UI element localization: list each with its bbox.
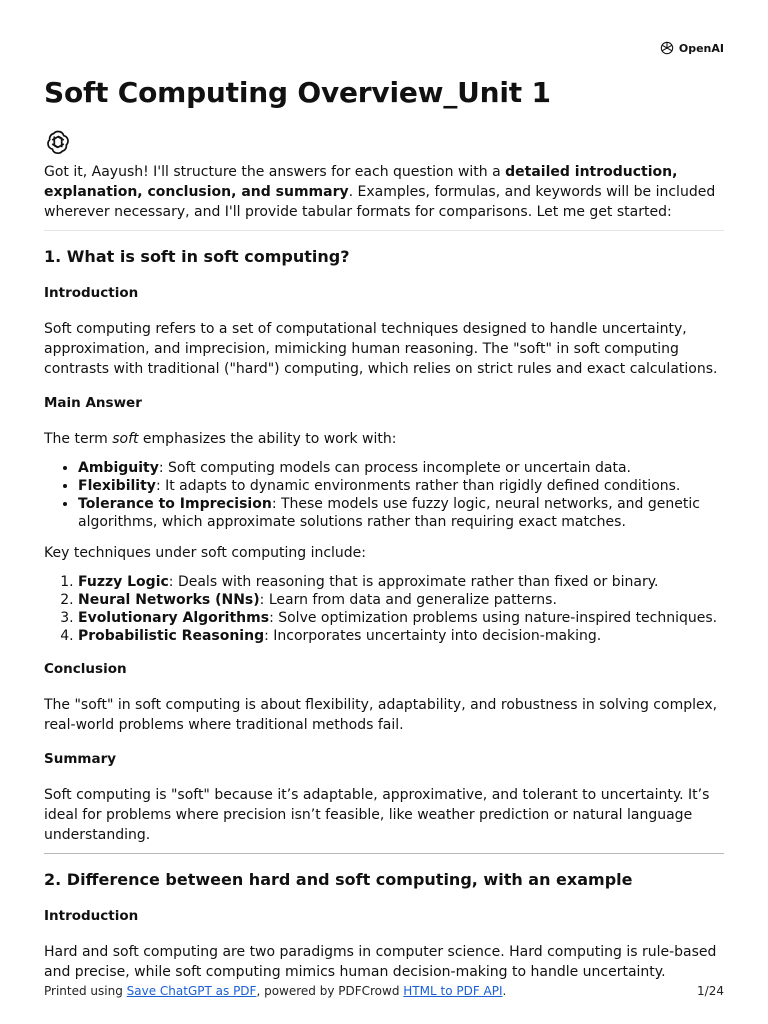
openai-logo-icon	[659, 40, 675, 56]
list-item: 4. Probabilistic Reasoning: Incorporates uncertainty into decision-making.	[78, 627, 724, 645]
list-item: • Flexibility: It adapts to dynamic environments rather than rigidly defined conditions.	[78, 477, 724, 495]
section2-intro-text: Hard and soft computing are two paradigms in computer science. Hard computing is rule-based and precise, while soft computing mimics human decision-making to handle uncertainty.	[44, 944, 717, 980]
section-heading-2: 2. Difference between hard and soft computing, with an example	[44, 870, 633, 889]
html-to-pdf-api-link[interactable]: HTML to PDF API	[403, 984, 503, 998]
subheading-conclusion: Conclusion	[44, 661, 127, 677]
document-body	[44, 162, 724, 982]
brand-logo	[659, 40, 724, 56]
summary-text: Soft computing is "soft" because it’s adaptable, approximative, and tolerant to uncertainty. It’s ideal for problems where precision isn’t feasible, like weather prediction or natural language understanding.	[44, 787, 710, 843]
section1-intro-text: Soft computing refers to a set of computational techniques designed to handle uncertainty, approximation, and imprecision, mimicking human reasoning. The "soft" in soft computing contrasts with traditional ("hard") computing, which relies on strict rules and exact calculations.	[44, 321, 718, 377]
main-answer-lead: The term soft emphasizes the ability to work with:	[44, 431, 397, 447]
techniques-list	[44, 573, 724, 645]
list-item: • Ambiguity: Soft computing models can process incomplete or uncertain data.	[78, 459, 724, 477]
brand-name: OpenAI	[678, 41, 724, 55]
list-item: • Tolerance to Imprecision: These models use fuzzy logic, neural networks, and genetic algorithms, which approximate solutions rather than requiring exact matches.	[78, 495, 724, 531]
subheading-introduction: Introduction	[44, 285, 139, 301]
list-item: 1. Fuzzy Logic: Deals with reasoning that is approximate rather than fixed or binary.	[78, 573, 724, 591]
divider	[44, 853, 724, 854]
list-item: 2. Neural Networks (NNs): Learn from data and generalize patterns.	[78, 591, 724, 609]
page-number: 1/24	[697, 984, 724, 998]
section-heading-1: 1. What is soft in soft computing?	[44, 247, 350, 266]
divider	[44, 230, 724, 231]
subheading-introduction: Introduction	[44, 908, 139, 924]
subheading-summary: Summary	[44, 751, 117, 767]
conclusion-text: The "soft" in soft computing is about flexibility, adaptability, and robustness in solving complex, real-world problems where traditional methods fail.	[44, 697, 718, 733]
intro-paragraph: Got it, Aayush! I'll structure the answers for each question with a detailed introduction, explanation, conclusion, and summary. Examples, formulas, and keywords will be included wherever necessary, and I'll provide tabular formats for comparisons. Let me get started:	[44, 164, 716, 220]
page-footer	[44, 984, 724, 998]
list-item: 3. Evolutionary Algorithms: Solve optimization problems using nature-inspired techniques.	[78, 609, 724, 627]
save-chatgpt-pdf-link[interactable]: Save ChatGPT as PDF	[126, 984, 257, 998]
soft-traits-list	[44, 459, 724, 531]
techniques-lead: Key techniques under soft computing include:	[44, 545, 367, 561]
chatgpt-avatar-icon	[44, 128, 72, 156]
footer-credit: Printed using Save ChatGPT as PDF, powered by PDFCrowd HTML to PDF API.	[44, 984, 507, 998]
page-title: Soft Computing Overview_Unit 1	[44, 76, 551, 109]
subheading-main-answer: Main Answer	[44, 395, 142, 411]
